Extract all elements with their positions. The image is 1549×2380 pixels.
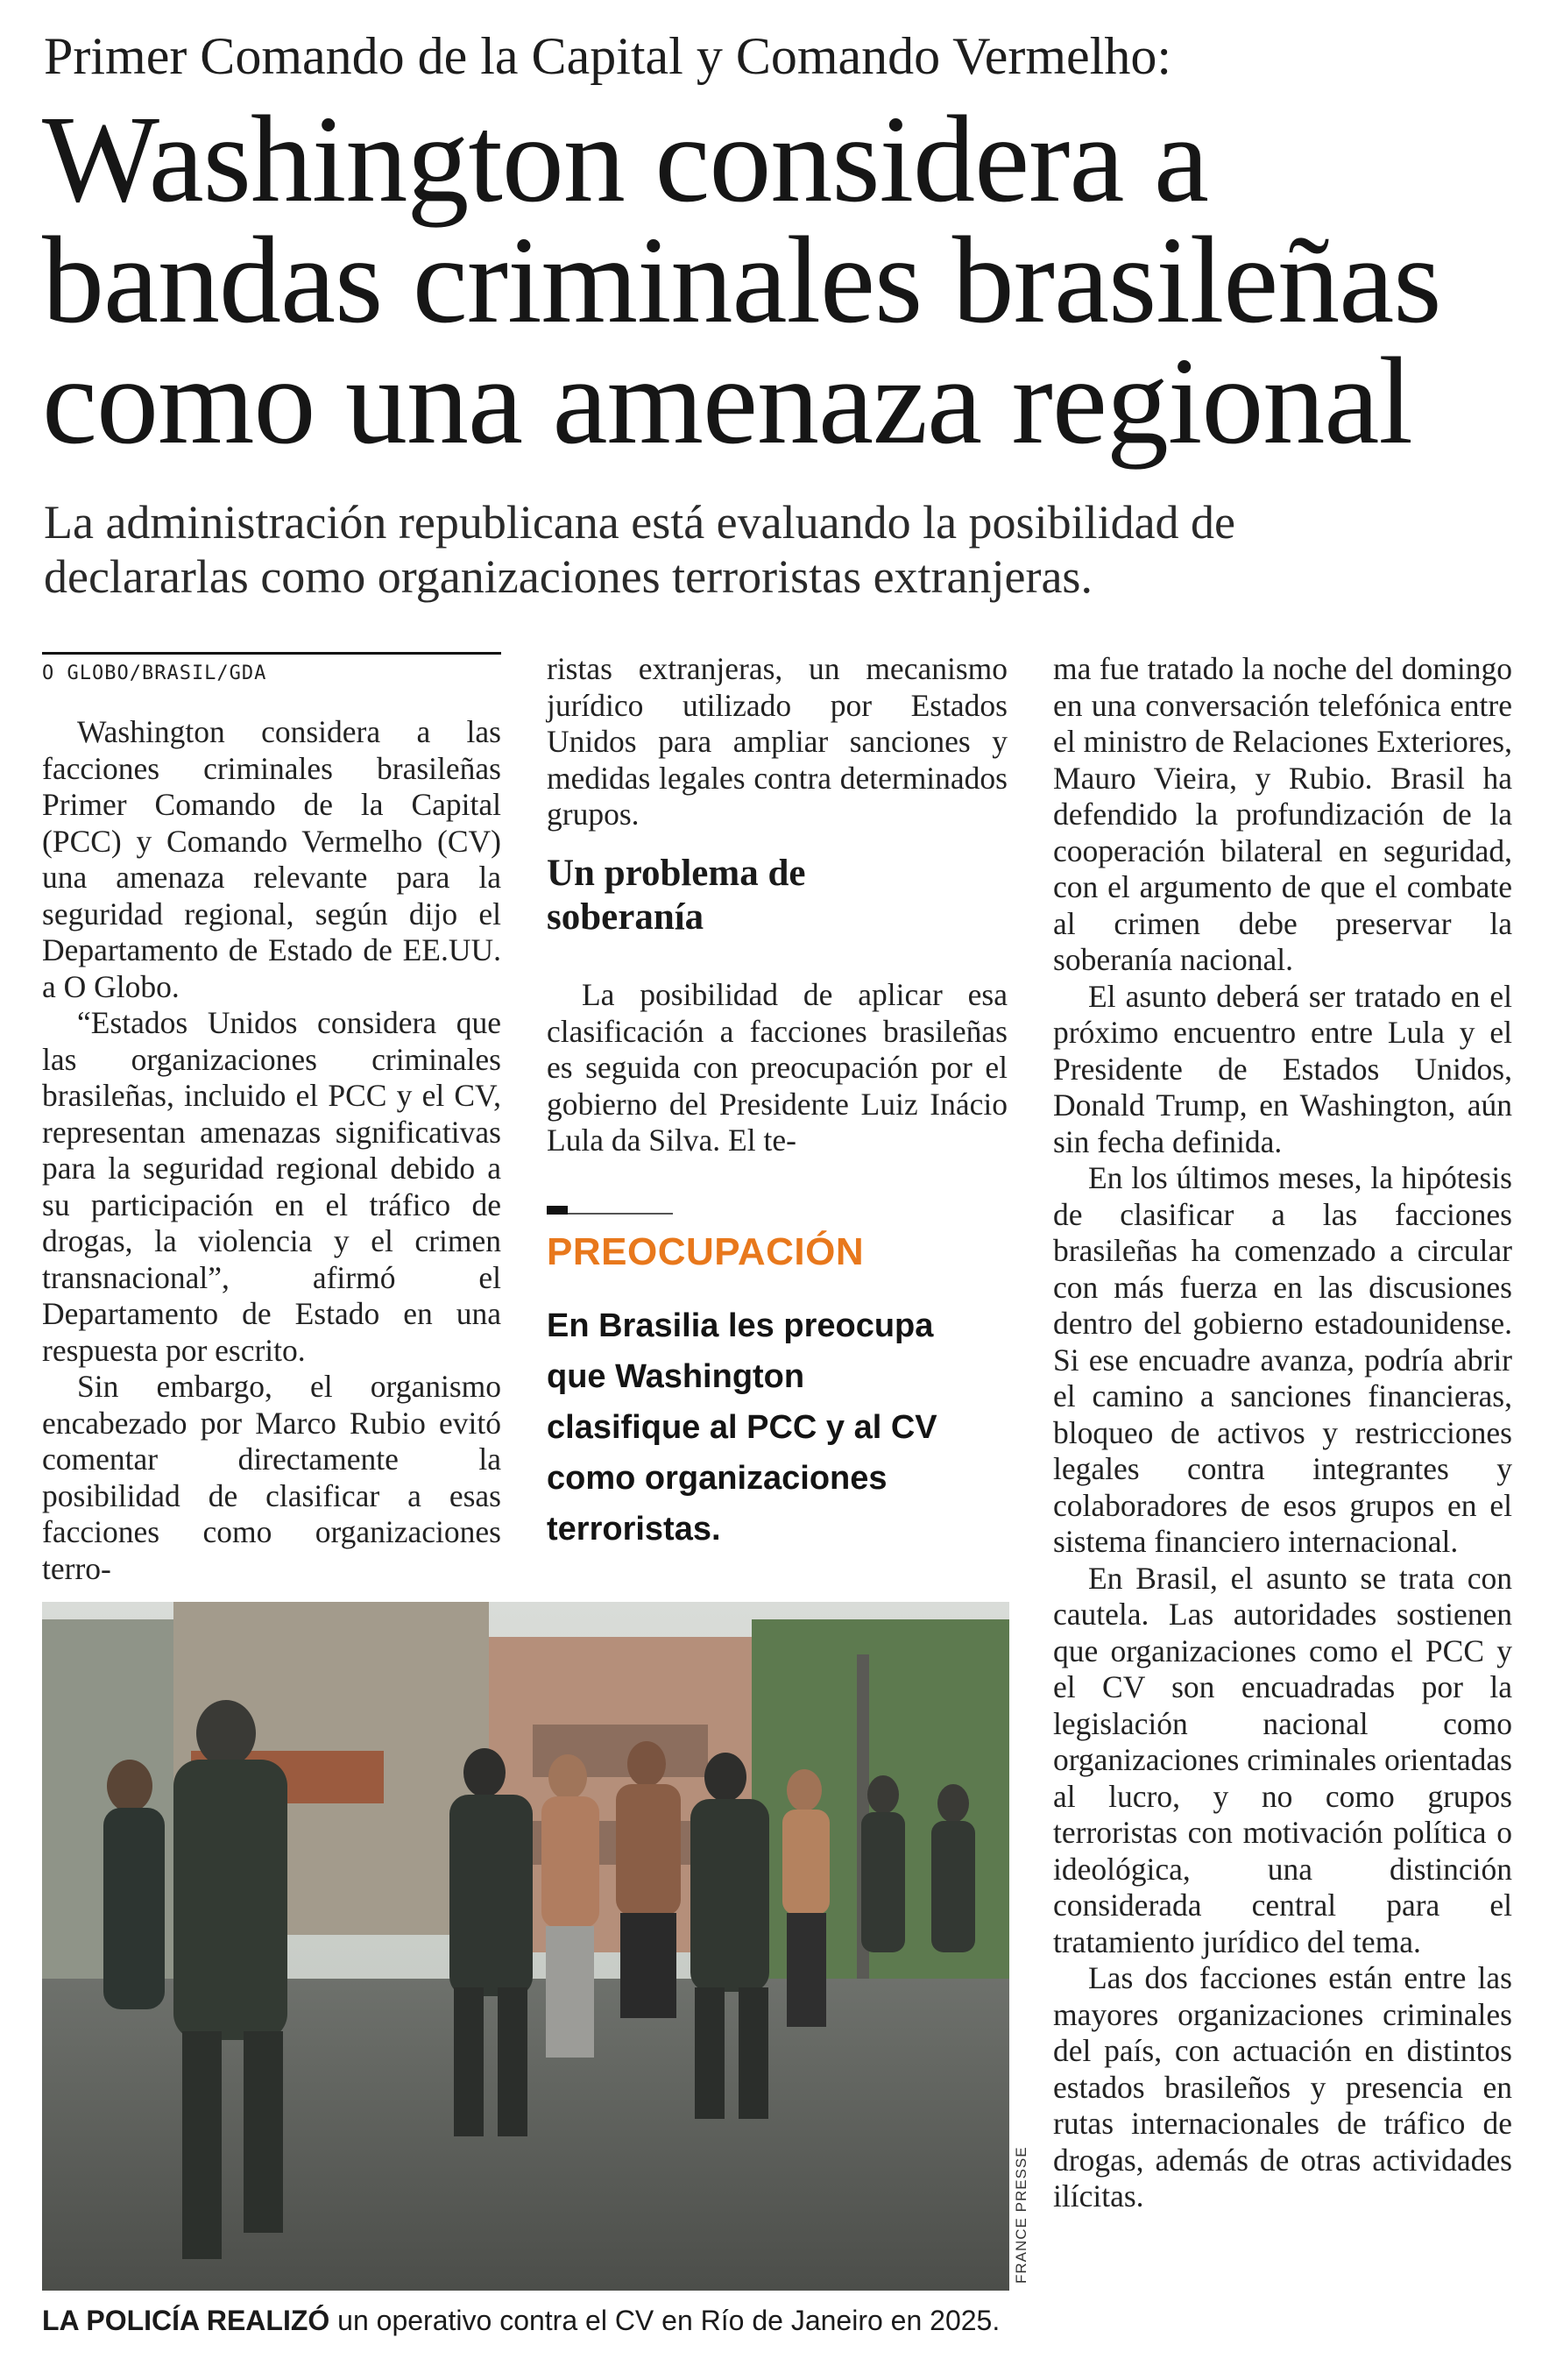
body-column-2 (547, 651, 1008, 833)
paragraph: ma fue tratado la noche del domingo en una conversación telefónica entre el ministro de Relaciones Exteriores, Mauro Vieira, y Rubio. Brasil ha defendido la profundización de la cooperación bilateral en seguridad, con el argumento de que el combate al crimen debe preservar la soberanía nacional. (1053, 651, 1512, 977)
paragraph: El asunto deberá ser tratado en el próximo encuentro entre Lula y el Presidente de Estados Unidos, Donald Trump, en Washington, aún sin fecha definida. (1053, 978, 1512, 1159)
headline-line: bandas criminales brasileñas (42, 210, 1441, 349)
subhead-line: Un problema de (547, 853, 806, 894)
pullquote-line: como organizaciones (547, 1460, 888, 1497)
dek-line: declararlas como organizaciones terroristas extranjeras. (44, 550, 1093, 603)
pullquote-marker (547, 1206, 568, 1215)
paragraph: En Brasil, el asunto se trata con cautela. Las autoridades sostienen que organizaciones como el PCC y el CV son encuadradas por la legislación nacional como organizaciones criminales orientadas al lucro, y no como grupos terroristas con motivación política o ideológica, una distinción considerada central para el tratamiento jurídico del tema. (1053, 1560, 1512, 1959)
headline-line: Washington considera a (42, 89, 1208, 228)
pullquote-rule (568, 1213, 673, 1215)
photo-credit (1013, 2143, 1030, 2284)
subhead (547, 852, 1008, 939)
source-rule (42, 652, 501, 655)
pullquote-label: PREOCUPACIÓN (547, 1230, 865, 1273)
pullquote-line: terroristas. (547, 1511, 721, 1548)
headline-line: como una amenaza regional (42, 331, 1412, 470)
body-column-1 (42, 714, 501, 1587)
photo-credit-text: FRANCE PRESSE (1013, 2146, 1029, 2284)
news-photo (42, 1602, 1009, 2291)
pullquote-line: clasifique al PCC y al CV (547, 1409, 937, 1446)
pullquote-line: que Washington (547, 1358, 805, 1395)
photo-caption (42, 2303, 1015, 2338)
photo-illustration (42, 1602, 1009, 2291)
caption-lead: LA POLICÍA REALIZÓ (42, 2305, 330, 2336)
pullquote (547, 1300, 1020, 1555)
paragraph: La posibilidad de aplicar esa clasificación a facciones brasileñas es seguida con preocupación por el gobierno del Presidente Luiz Inácio Lula da Silva. El te- (547, 977, 1008, 1158)
kicker: Primer Comando de la Capital y Comando Vermelho: (44, 27, 1172, 85)
pullquote-line: En Brasilia les preocupa (547, 1307, 934, 1344)
paragraph: Sin embargo, el organismo encabezado por Marco Rubio evitó comentar directamente la posibilidad de clasificar a esas facciones como organizaciones terro- (42, 1369, 501, 1586)
dek (44, 495, 1516, 604)
subhead-line: soberanía (547, 896, 704, 938)
dek-line: La administración republicana está evaluando la posibilidad de (44, 496, 1236, 549)
paragraph: En los últimos meses, la hipótesis de clasificar a las facciones brasileñas ha comenzado a circular con más fuerza en las discusiones dentro del gobierno estadounidense. Si ese encuadre avanza, podría abrir el camino a sanciones financieras, bloqueo de activos y restricciones legales contra integrantes y colaboradores de esos grupos en el sistema financiero internacional. (1053, 1160, 1512, 1559)
caption-text: un operativo contra el CV en Río de Janeiro en 2025. (329, 2305, 1001, 2336)
headline (42, 89, 1523, 470)
paragraph: “Estados Unidos considera que las organizaciones criminales brasileñas, incluido el PCC y el CV, representan amenazas significativas para la seguridad regional debido a su participación en el tráfico de drogas, la violencia y el crimen transnacional”, afirmó el Departamento de Estado en una respuesta por escrito. (42, 1005, 501, 1368)
paragraph: Las dos facciones están entre las mayores organizaciones criminales del país, con actuación en distintos estados brasileños y presencia en rutas internacionales de tráfico de drogas, además de otras actividades ilícitas. (1053, 1960, 1512, 2214)
source-line: O GLOBO/BRASIL/GDA (42, 662, 267, 684)
body-column-2-continued (547, 977, 1008, 1159)
paragraph: Washington considera a las facciones criminales brasileñas Primer Comando de la Capital (PCC) y Comando Vermelho (CV) una amenaza relevante para la seguridad regional, según dijo el Departamento de Estado de EE.UU. a O Globo. (42, 714, 501, 1004)
body-column-3 (1053, 651, 1512, 2215)
paragraph: ristas extranjeras, un mecanismo jurídico utilizado por Estados Unidos para ampliar sanciones y medidas legales contra determinados grupos. (547, 651, 1008, 832)
